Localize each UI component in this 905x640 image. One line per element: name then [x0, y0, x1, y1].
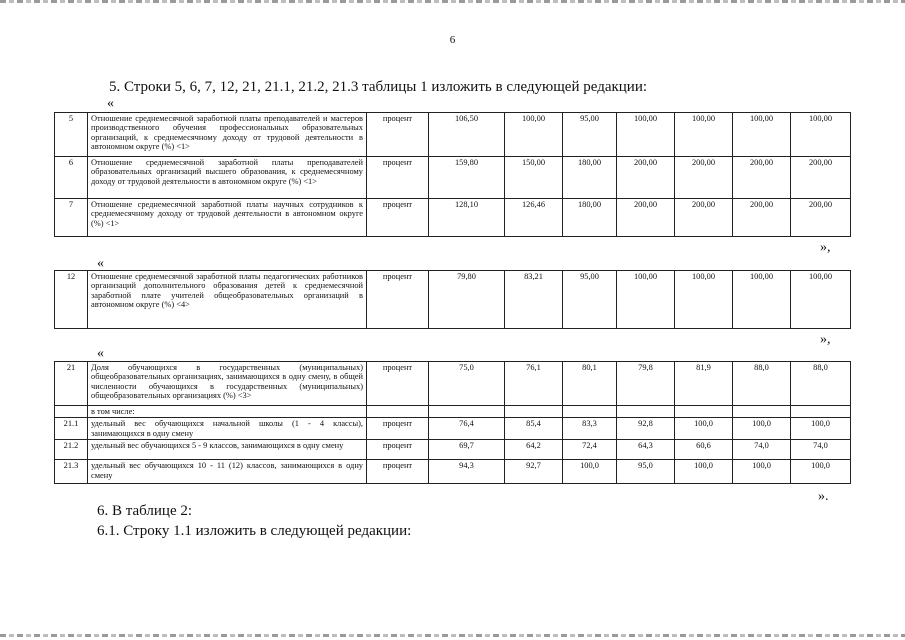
value-cell: 100,00	[617, 271, 675, 329]
value-cell: 85,4	[505, 418, 563, 440]
table-rows-21	[54, 361, 851, 484]
value-cell: 83,21	[505, 271, 563, 329]
table-row	[55, 113, 851, 157]
indicator-name: Отношение среднемесячной заработной платы преподавателей и мастеров производственного обучения профессиональных образовательных организаций, к среднемесячному доходу от трудовой деятельности в автономном округе (%) <1>	[88, 113, 367, 157]
scan-edge-bottom	[0, 634, 905, 637]
value-cell: 76,1	[505, 362, 563, 406]
empty-cell	[55, 406, 88, 418]
value-cell: 100,0	[733, 460, 791, 484]
unit: процент	[367, 362, 429, 406]
empty-cell	[675, 406, 733, 418]
value-cell: 100,00	[791, 271, 851, 329]
value-cell: 79,8	[617, 362, 675, 406]
value-cell: 128,10	[429, 199, 505, 237]
value-cell: 100,0	[791, 460, 851, 484]
unit: процент	[367, 113, 429, 157]
value-cell: 200,00	[791, 157, 851, 199]
value-cell: 200,00	[617, 157, 675, 199]
value-cell: 200,00	[733, 157, 791, 199]
value-cell: 88,0	[791, 362, 851, 406]
unit: процент	[367, 440, 429, 460]
row-number: 21.1	[55, 418, 88, 440]
value-cell: 74,0	[791, 440, 851, 460]
indicator-name: Отношение среднемесячной заработной платы преподавателей образовательных организаций высшего образования, к среднемесячному доходу от трудовой деятельности в автономном округе (%) <1>	[88, 157, 367, 199]
value-cell: 100,00	[791, 113, 851, 157]
unit: процент	[367, 199, 429, 237]
value-cell: 100,0	[675, 460, 733, 484]
empty-cell	[429, 406, 505, 418]
value-cell: 106,50	[429, 113, 505, 157]
table-row	[55, 362, 851, 406]
row-number: 21	[55, 362, 88, 406]
table-rows-5-7	[54, 112, 851, 237]
value-cell: 60,6	[675, 440, 733, 460]
empty-cell	[505, 406, 563, 418]
subheading-row	[55, 406, 851, 418]
item-6-1-heading: 6.1. Строку 1.1 изложить в следующей редакции:	[97, 523, 412, 539]
table-row	[55, 199, 851, 237]
unit: процент	[367, 271, 429, 329]
value-cell: 64,2	[505, 440, 563, 460]
unit: процент	[367, 157, 429, 199]
value-cell: 64,3	[617, 440, 675, 460]
indicator-name: Отношение среднемесячной заработной платы педагогических работников организаций дополнительного образования детей к среднемесячной заработной плате учителей общеобразовательных организаций в автономном округе (%) <4>	[88, 271, 367, 329]
table-row	[55, 157, 851, 199]
value-cell: 100,0	[675, 418, 733, 440]
value-cell: 180,00	[563, 157, 617, 199]
value-cell: 100,00	[505, 113, 563, 157]
subheading: в том числе:	[88, 406, 367, 418]
table-row	[55, 440, 851, 460]
empty-cell	[617, 406, 675, 418]
value-cell: 100,0	[563, 460, 617, 484]
row-number: 6	[55, 157, 88, 199]
page-number: 6	[449, 34, 456, 46]
value-cell: 200,00	[733, 199, 791, 237]
empty-cell	[367, 406, 429, 418]
indicator-name: удельный вес обучающихся 5 - 9 классов, занимающихся в одну смену	[88, 440, 367, 460]
value-cell: 200,00	[675, 199, 733, 237]
scan-edge-top	[0, 0, 905, 3]
value-cell: 95,00	[563, 271, 617, 329]
value-cell: 100,0	[791, 418, 851, 440]
unit: процент	[367, 460, 429, 484]
item-5-heading: 5. Строки 5, 6, 7, 12, 21, 21.1, 21.2, 21.3 таблицы 1 изложить в следующей редакции:	[109, 79, 648, 95]
open-quote-b: «	[97, 256, 104, 271]
value-cell: 200,00	[675, 157, 733, 199]
empty-cell	[733, 406, 791, 418]
value-cell: 100,00	[617, 113, 675, 157]
close-quote-b: »,	[820, 332, 831, 347]
close-quote-a: »,	[820, 240, 831, 255]
table-row	[55, 418, 851, 440]
value-cell: 126,46	[505, 199, 563, 237]
value-cell: 69,7	[429, 440, 505, 460]
empty-cell	[791, 406, 851, 418]
value-cell: 94,3	[429, 460, 505, 484]
value-cell: 100,0	[733, 418, 791, 440]
indicator-name: Доля обучающихся в государственных (муниципальных) общеобразовательных организациях, занимающихся в одну смену, в общей численности обучающихся в государственных (муниципальных) общеобразовательных организациях (%) <3>	[88, 362, 367, 406]
value-cell: 81,9	[675, 362, 733, 406]
value-cell: 200,00	[617, 199, 675, 237]
value-cell: 159,80	[429, 157, 505, 199]
value-cell: 180,00	[563, 199, 617, 237]
value-cell: 95,0	[617, 460, 675, 484]
row-number: 7	[55, 199, 88, 237]
item-6-heading: 6. В таблице 2:	[97, 503, 193, 519]
value-cell: 150,00	[505, 157, 563, 199]
table-row-12	[54, 270, 851, 329]
value-cell: 72,4	[563, 440, 617, 460]
indicator-name: Отношение среднемесячной заработной платы научных сотрудников к среднемесячному доходу от трудовой деятельности в автономном округе (%) <1>	[88, 199, 367, 237]
value-cell: 100,00	[733, 271, 791, 329]
value-cell: 100,00	[733, 113, 791, 157]
value-cell: 83,3	[563, 418, 617, 440]
row-number: 21.2	[55, 440, 88, 460]
indicator-name: удельный вес обучающихся 10 - 11 (12) классов, занимающихся в одну смену	[88, 460, 367, 484]
value-cell: 79,80	[429, 271, 505, 329]
close-quote-c: ».	[818, 489, 829, 504]
value-cell: 88,0	[733, 362, 791, 406]
empty-cell	[563, 406, 617, 418]
open-quote-c: «	[97, 346, 104, 361]
value-cell: 200,00	[791, 199, 851, 237]
value-cell: 76,4	[429, 418, 505, 440]
value-cell: 100,00	[675, 271, 733, 329]
table-row	[55, 271, 851, 329]
row-number: 12	[55, 271, 88, 329]
open-quote-a: «	[107, 96, 114, 111]
row-number: 21.3	[55, 460, 88, 484]
value-cell: 95,00	[563, 113, 617, 157]
value-cell: 92,7	[505, 460, 563, 484]
value-cell: 75,0	[429, 362, 505, 406]
value-cell: 92,8	[617, 418, 675, 440]
value-cell: 74,0	[733, 440, 791, 460]
row-number: 5	[55, 113, 88, 157]
value-cell: 80,1	[563, 362, 617, 406]
unit: процент	[367, 418, 429, 440]
table-row	[55, 460, 851, 484]
indicator-name: удельный вес обучающихся начальной школы (1 - 4 классы), занимающихся в одну смену	[88, 418, 367, 440]
value-cell: 100,00	[675, 113, 733, 157]
